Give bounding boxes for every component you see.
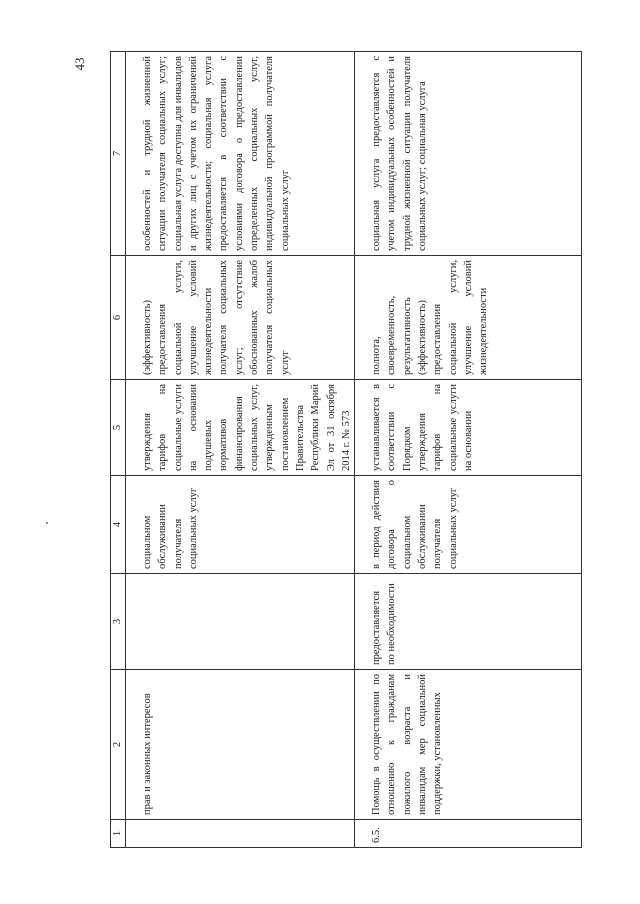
rotated-table-container xyxy=(110,52,542,848)
column-number: 4 xyxy=(111,476,126,574)
column-number: 1 xyxy=(111,820,126,848)
conditions-cell: особенностей и трудной жизненной ситуации получателя социальных услуг; социальная услуга доступна для инвалидов и других лиц с учетом их ограничений жизнедеятельности; социальная услуга предоставляется в соответствии с условиями договора о предоставлении определенных социальных услуг, индивидуальной программой получателя социальных услуг xyxy=(126,52,355,256)
term-cell: в период действия договора о социальном обслуживании получателя социальных услуг xyxy=(355,476,582,574)
term-cell: социальном обслуживании получателя социальных услуг xyxy=(126,476,355,574)
row-number-cell xyxy=(126,820,355,848)
tariff-cell: устанавливается в соответствии с Порядком утверждения тарифов на социальные услуги на основании xyxy=(355,380,582,476)
quality-indicators-cell: полнота, своевременность, результативность (эффективность) предоставления социальной услуги, улучшение условий жизнедеятельности xyxy=(355,256,582,380)
column-number: 3 xyxy=(111,574,126,670)
conditions-cell: социальная услуга предоставляется с учетом индивидуальных особенностей и трудной жизненной ситуации получателя социальных услуг; социальная услуга xyxy=(355,52,582,256)
page-number: 43 xyxy=(72,57,87,71)
column-number: 2 xyxy=(111,670,126,820)
column-number: 5 xyxy=(111,380,126,476)
frequency-cell: предоставляется по необходимости xyxy=(355,574,582,670)
quality-indicators-cell: (эффективность) предоставления социальной услуги, улучшение условий жизнедеятельности получателя социальных услуг; отсутствие обоснованных жалоб получателя социальных услуг xyxy=(126,256,355,380)
tariff-cell: утверждения тарифов на социальные услуги на основании подушевых нормативов финансирования социальных услуг, утвержденным постановлением Правительства Республики Марий Эл от 31 октября 2014 г. № 573 xyxy=(126,380,355,476)
column-number: 6 xyxy=(111,256,126,380)
scan-speck xyxy=(46,522,48,524)
table-row xyxy=(355,52,582,848)
service-name-cell: прав и законных интересов xyxy=(126,670,355,820)
service-name-cell: Помощь в осуществлении по отношению к гражданам пожилого возраста и инвалидам мер социальной поддержки, установленных xyxy=(355,670,582,820)
table-row xyxy=(126,52,355,848)
frequency-cell xyxy=(126,574,355,670)
column-number: 7 xyxy=(111,52,126,256)
row-number-cell: 6.5. xyxy=(355,820,582,848)
services-table xyxy=(110,51,582,848)
column-number-row xyxy=(111,52,126,848)
